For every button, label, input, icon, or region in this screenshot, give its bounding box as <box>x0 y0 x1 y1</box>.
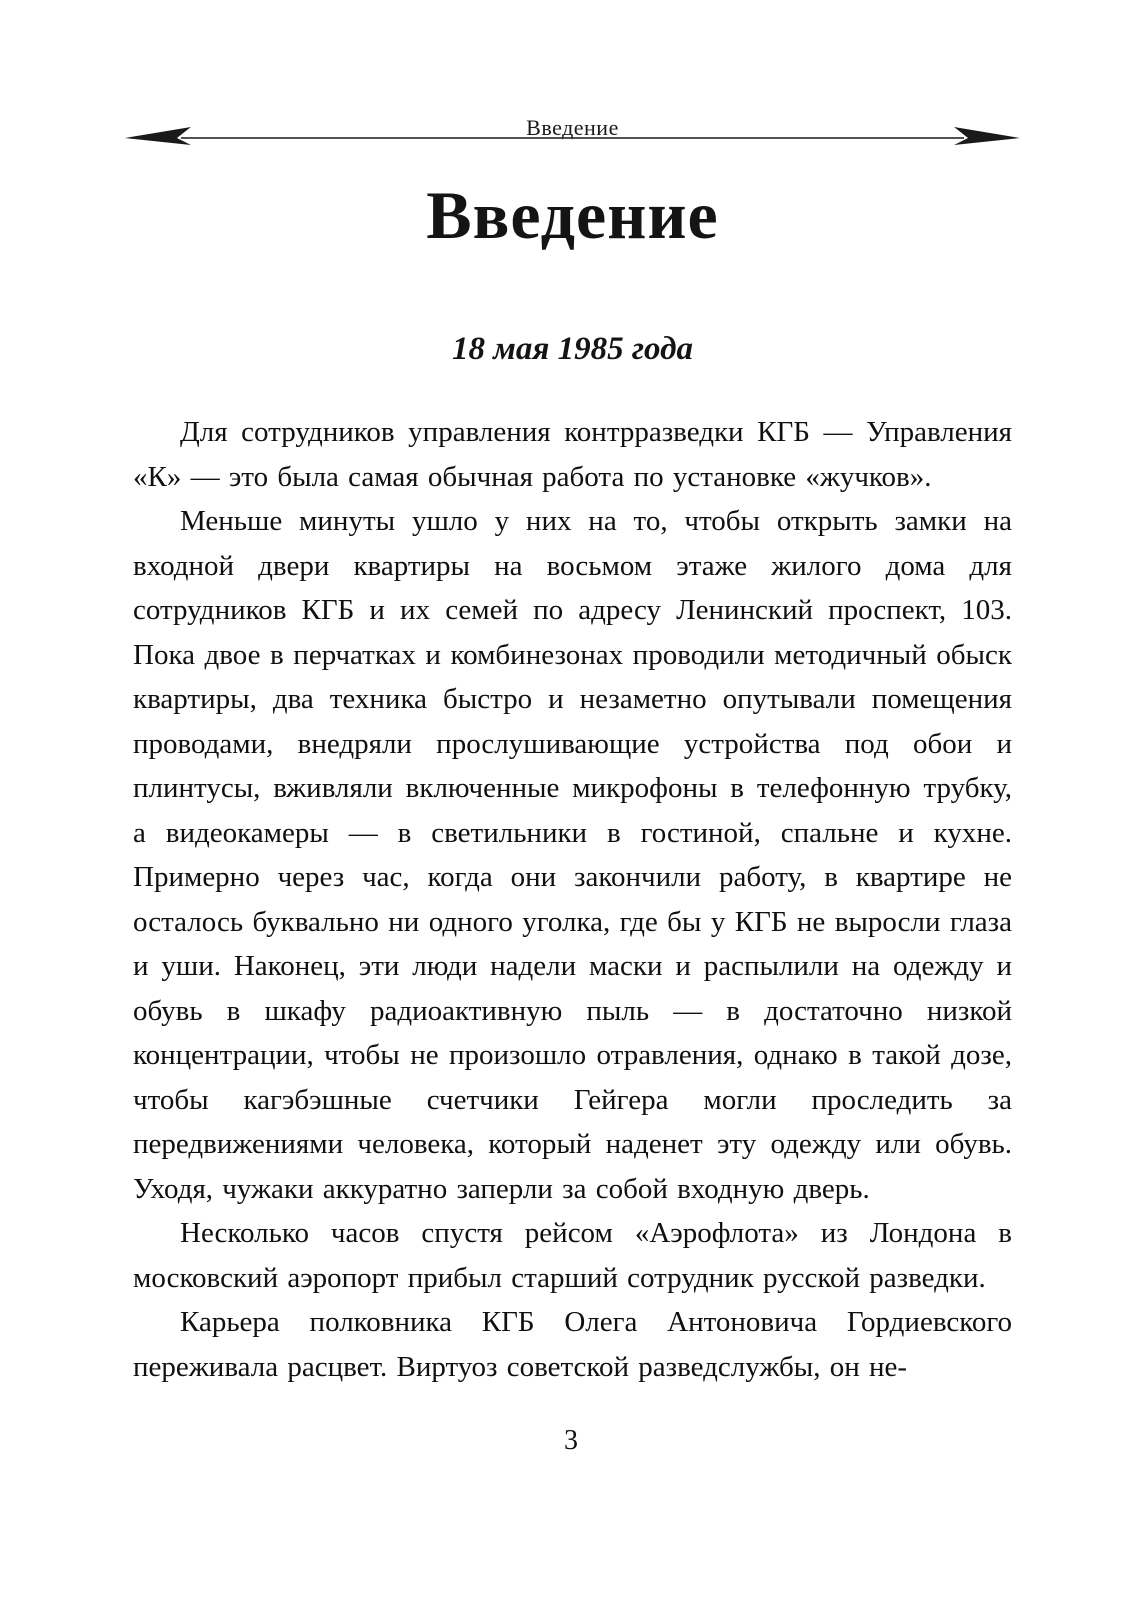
running-header <box>133 108 1012 148</box>
paragraph: Для сотрудников управления контрразведки КГБ — Управления «К» — это была самая обычная работа по установке «жучков». <box>133 416 1012 493</box>
running-header-title: Введение <box>526 115 619 140</box>
paragraph: Меньше минуты ушло у них на то, чтобы открыть замки на входной двери квартиры на восьмом этаже жилого дома для сотрудников КГБ и их семей по адресу Ленинский проспект, 103. Пока двое в перчатках и комбинезонах проводили методичный обыск квартиры, два техника быстро и незаметно опутывали помещения проводами, внедряли прослушивающие устройства под обои и плинтусы, вживляли включенные микрофоны в телефонную трубку, а видеокамеры — в светильники в гостиной, спальне и кухне. Примерно через час, когда они закончили работу, в квартире не осталось буквально ни одного уголка, где бы у КГБ не выросли глаза и уши. Наконец, эти люди надели маски и распылили на одежду и обувь в шкафу радиоактивную пыль — в достаточно низкой концентрации, чтобы не произошло отравления, однако в такой дозе, чтобы кагэбэшные счетчики Гейгера могли проследить за передвижениями человека, который наденет эту одежду или обувь. Уходя, чужаки аккуратно заперли за собой входную дверь. <box>133 505 1012 1205</box>
body-text <box>133 410 1012 1389</box>
paragraph: Карьера полковника КГБ Олега Антоновича Гордиевского переживала расцвет. Виртуоз советской разведслужбы, он не- <box>133 1306 1012 1383</box>
paragraph: Несколько часов спустя рейсом «Аэрофлота» из Лондона в московский аэропорт прибыл старший сотрудник русской разведки. <box>133 1217 1012 1294</box>
chapter-title: Введение <box>426 177 719 253</box>
date-heading: 18 мая 1985 года <box>452 331 693 367</box>
page-number: 3 <box>564 1425 578 1456</box>
